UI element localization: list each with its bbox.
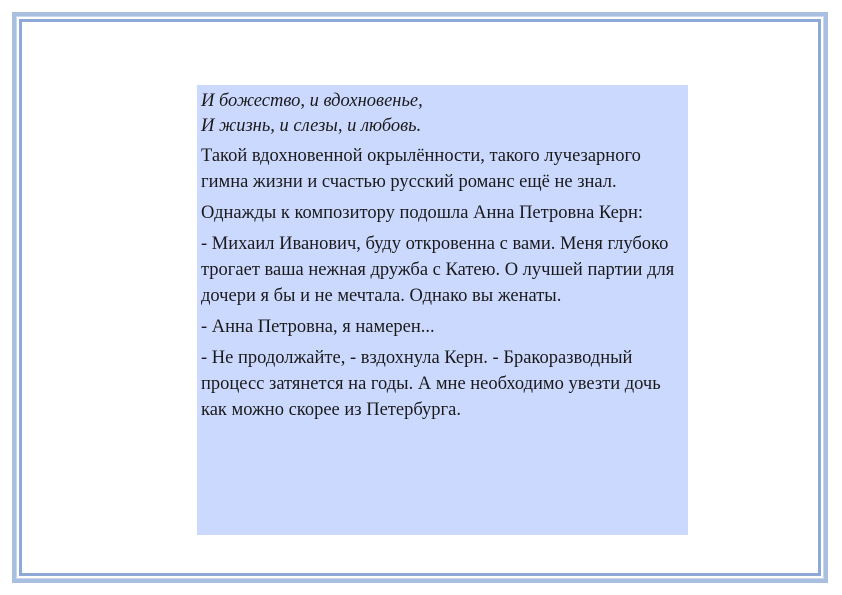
paragraph: - Анна Петровна, я намерен... bbox=[201, 317, 435, 337]
paragraph: Однажды к композитору подошла Анна Петровна Керн: bbox=[201, 203, 644, 223]
paragraph: - Михаил Иванович, буду откровенна с вами. Меня глубоко трогает ваша нежная дружба с Катею. О лучшей партии для дочери я бы и не мечтала. Однако вы женаты. bbox=[201, 234, 675, 306]
poem-quote bbox=[201, 89, 682, 139]
paragraph: Такой вдохновенной окрылённости, такого лучезарного гимна жизни и счастью русский романс ещё не знал. bbox=[201, 146, 641, 192]
poem-line: И жизнь, и слезы, и любовь. bbox=[201, 116, 422, 136]
poem-line: И божество, и вдохновенье, bbox=[201, 91, 423, 111]
paragraph: - Не продолжайте, - вздохнула Керн. - Бракоразводный процесс затянется на годы. А мне необходимо увезти дочь как можно скорее из Петербурга. bbox=[201, 348, 661, 420]
text-box bbox=[197, 85, 688, 535]
